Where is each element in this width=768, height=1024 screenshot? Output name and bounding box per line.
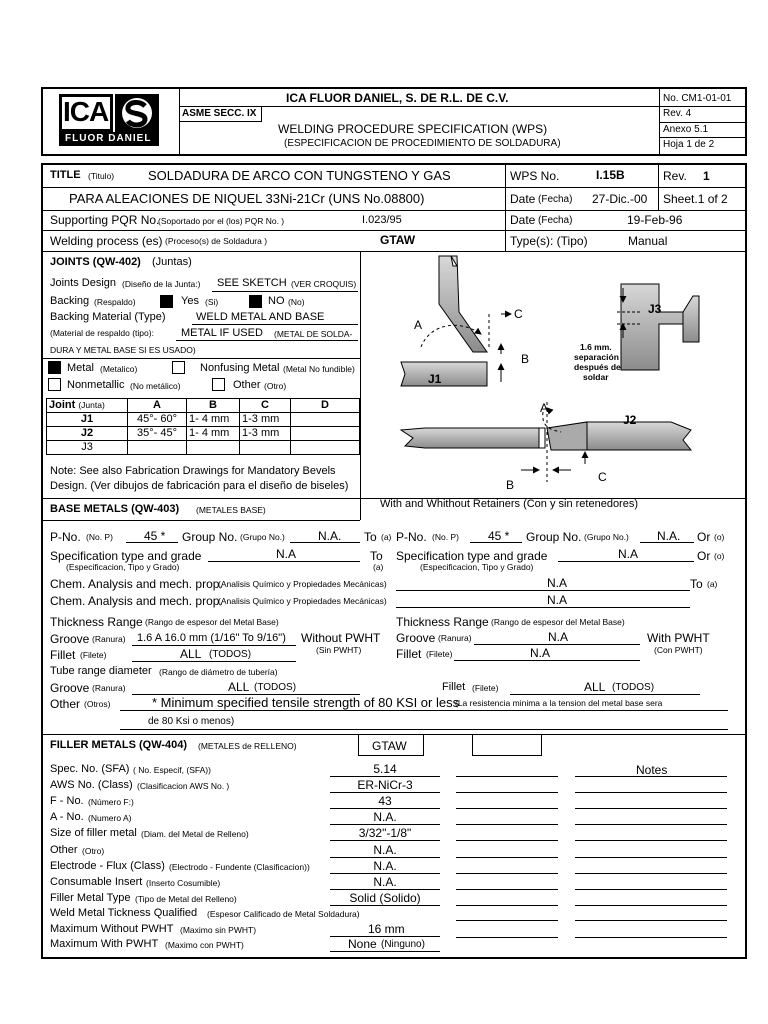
company-logo: [59, 94, 159, 148]
title-label-sub: (Titulo): [88, 171, 115, 181]
filler-row-sub: (Diam. del Metal de Relleno): [141, 829, 249, 839]
joint-cell: 1- 4 mm: [187, 427, 240, 441]
tube-range-label: Tube range diameter: [50, 665, 152, 677]
filler-row-underline: [456, 776, 558, 777]
backing-no-label: NO: [268, 295, 285, 307]
filler-row-sub: (Clasificacion AWS No. ): [137, 781, 230, 791]
pno-sub-2: (No. P): [432, 532, 459, 542]
filler-row-label: A - No.: [50, 811, 84, 823]
nonfusing-checkbox[interactable]: [172, 361, 185, 374]
group-value-1: N.A.: [318, 529, 342, 543]
sketch-caption: With and Whithout Retainers (Con y sin retenedores): [380, 498, 639, 510]
sketch-label-j3: J3: [648, 302, 662, 316]
filler-notes-label: Notes: [636, 763, 668, 777]
fillet-label-1: Fillet: [50, 648, 76, 662]
joints-col-c: C: [240, 399, 291, 413]
fillet-label-2: Fillet: [396, 647, 422, 661]
other-label: Other: [233, 379, 261, 391]
max-without-value: 16 mm: [368, 922, 405, 936]
filler-row-underline: [456, 840, 558, 841]
spec-label-2: Specification type and grade: [396, 549, 548, 563]
or-label-2: Or: [697, 549, 711, 563]
date-label: Date: [510, 192, 536, 206]
type-value: Manual: [628, 234, 668, 248]
rev-value: 1: [703, 169, 710, 183]
thickness-label-1: Thickness Range: [50, 615, 143, 629]
with-pwht-label: With PWHT: [647, 631, 710, 645]
backing-material-value-2-sub: (METAL DE SOLDA-: [274, 329, 353, 339]
backing-no-sub: (No): [288, 297, 305, 307]
joints-table: [46, 398, 360, 455]
filler-row-value: 5.14: [373, 762, 397, 776]
groove-sub-2: (Ranura): [438, 633, 472, 643]
filler-row-underline: [575, 857, 727, 858]
type-label: Type(s): (Tipo): [510, 234, 588, 248]
sketch-label-b-1: B: [521, 352, 530, 366]
group-sub-2: (Grupo No.): [584, 532, 629, 542]
doc-anexo: Anexo 5.1: [663, 124, 709, 135]
filler-row-value: 43: [378, 794, 392, 808]
chem-label-1: Chem. Analysis and mech. prop.: [50, 577, 223, 591]
or-sub-1: (o): [714, 532, 725, 542]
filler-row-label: Spec. No. (SFA): [50, 763, 130, 775]
spec-sub-1: (Especificacion, Tipo y Grado): [66, 562, 180, 572]
filler-row-sub: (Numero A): [88, 813, 132, 823]
to-label-3: To: [690, 577, 703, 591]
filler-row-underline: [330, 905, 440, 906]
backing-label: Backing: [50, 295, 90, 307]
pqr-label-sub: (Soportado por el (los) PQR No. ): [158, 216, 285, 226]
nonmetallic-sub: (No metálico): [130, 381, 181, 391]
j2-left-plate: [401, 428, 539, 448]
filler-row-sub: (Número F:): [88, 797, 134, 807]
filler-row-sub: (Inserto Cosumible): [146, 878, 221, 888]
process-value: GTAW: [380, 233, 416, 247]
filler-row-label: Electrode - Flux (Class): [50, 860, 165, 872]
j1-vertical-plate: [439, 256, 487, 352]
thickness-sub-2: (Rango de espesor del Metal Base): [491, 617, 625, 627]
other-sub: (Otro): [264, 381, 287, 391]
joints-design-sub: (Diseño de la Junta:): [122, 279, 201, 289]
rev-label: Rev.: [663, 169, 687, 183]
backing-yes-label: Yes: [181, 295, 199, 307]
filler-row-underline: [575, 776, 727, 777]
metal-sub: (Metalico): [100, 364, 138, 374]
pno-label-2: P-No.: [396, 530, 427, 544]
joints-design-value-sub: (VER CROQUIS): [291, 279, 357, 289]
max-with-value: None: [348, 937, 377, 951]
joint-cell: J3: [47, 441, 128, 455]
without-pwht-sub: (Sin PWHT): [316, 645, 362, 655]
filler-row-underline: [330, 776, 440, 777]
other-value-bm: * Minimum specified tensile strength of 80 KSI or less: [152, 695, 460, 710]
tube-range-sub: (Rango de diámetro de tubería): [159, 667, 278, 677]
j1-horizontal-plate: [401, 362, 487, 386]
pqr-value: I.023/95: [362, 214, 402, 226]
process-label: Welding process (es): [50, 234, 163, 248]
joint-cell: J2: [47, 427, 128, 441]
sketch-label-c-2: C: [598, 470, 607, 484]
fillet-value-1: ALL: [180, 647, 202, 661]
pqr-label: Supporting PQR No.: [50, 213, 160, 227]
company-name: ICA FLUOR DANIEL, S. DE R.L. DE C.V.: [286, 91, 509, 105]
base-metals-heading: BASE METALS (QW-403): [50, 503, 180, 515]
fillet-value-2: N.A: [530, 646, 551, 660]
chem-label-2: Chem. Analysis and mech. prop.: [50, 594, 223, 608]
filler-row-value: N.A.: [373, 875, 397, 889]
logo-emblem-icon: [115, 94, 159, 132]
joints-design-label: Joints Design: [50, 277, 117, 289]
backing-material-label: Backing Material (Type): [50, 311, 166, 323]
joint-cell: 45°- 60°: [128, 413, 187, 427]
tube-fillet-sub: (Filete): [472, 683, 499, 693]
joints-col-a: A: [128, 399, 187, 413]
filler-row-underline: [575, 873, 727, 874]
sketch-label-a-2: A: [540, 401, 549, 415]
joints-col-joint: Joint (Junta): [47, 399, 128, 413]
sketch-gap-1: 1.6 mm.: [580, 342, 612, 352]
process-label-sub: (Proceso(s) de Soldadura ): [165, 236, 268, 246]
filler-row-value: 3/32"-1/8": [358, 826, 412, 840]
max-with-sub: (Maximo con PWHT): [165, 940, 244, 950]
filler-row-underline: [456, 792, 558, 793]
max-without-label: Maximum Without PWHT: [50, 923, 174, 935]
joint-cell: [291, 427, 360, 441]
wps-no-label: WPS No.: [510, 169, 560, 183]
doc-rev: Rev. 4: [663, 108, 692, 119]
title-label: TITLE: [50, 169, 81, 181]
filler-row-sub: (Otro): [82, 846, 105, 856]
filler-row-value: ER-NiCr-3: [357, 778, 413, 792]
groove-value-2: N.A: [548, 630, 569, 644]
backing-material-sub: (Material de respaldo (tipo):: [50, 328, 154, 338]
table-row: [47, 427, 360, 441]
joint-sketch: [361, 252, 746, 498]
filler-row-underline: [456, 905, 558, 906]
filler-row-underline: [456, 824, 558, 825]
filler-row-sub: (Electrodo - Fundente (Clasificacion)): [169, 862, 310, 872]
filler-row-underline: [330, 792, 440, 793]
backing-yes-checkbox[interactable]: [160, 295, 173, 308]
tube-groove-sub: (Ranura): [92, 683, 126, 693]
filler-row-sub: ( No. Especif, (SFA)): [133, 765, 211, 775]
nonmetallic-label: Nonmetallic: [67, 379, 125, 391]
thickness-label-2: Thickness Range: [396, 615, 489, 629]
filler-row-underline: [456, 889, 558, 890]
date-value-2: 19-Feb-96: [627, 213, 683, 227]
chem-sub-2: (Analisis Químico y Propiedades Mecánicas): [218, 596, 387, 606]
filler-row-value: N.A.: [373, 843, 397, 857]
weld-thickness-sub: (Espesor Calificado de Metal Soldadura): [207, 909, 360, 919]
logo-ica-text: ICA: [63, 96, 109, 127]
to-sub-3: (a): [707, 579, 718, 589]
joint-cell: 1- 4 mm: [187, 413, 240, 427]
joint-cell: [240, 441, 291, 455]
groove-label-2: Groove: [396, 631, 436, 645]
sketch-label-j1: J1: [428, 372, 442, 386]
filler-row-underline: [575, 840, 727, 841]
sketch-label-c-1: C: [514, 307, 523, 321]
max-without-sub: (Maximo sin PWHT): [180, 925, 257, 935]
joints-col-b: B: [187, 399, 240, 413]
asme-section: ASME SECC. IX: [182, 108, 257, 119]
metal-label: Metal: [67, 362, 94, 374]
pno-value-2: 45 *: [488, 529, 510, 543]
filler-row-label: Consumable Insert: [50, 876, 143, 888]
filler-row-underline: [330, 824, 440, 825]
filler-row-label: AWS No. (Class): [50, 779, 133, 791]
filler-row-underline: [330, 889, 440, 890]
joint-cell: [128, 441, 187, 455]
date-label-sub: (Fecha): [538, 194, 573, 205]
or-sub-2: (o): [714, 551, 725, 561]
other-line-2-bm: de 80 Ksi o menos): [148, 716, 235, 727]
joint-cell: 1-3 mm: [240, 413, 291, 427]
title-line-1: SOLDADURA DE ARCO CON TUNGSTENO Y GAS: [148, 168, 451, 183]
doc-number: No. CM1-01-01: [663, 93, 732, 104]
fillet-sub-1: (Filete): [80, 650, 107, 660]
weld-thickness-label: Weld Metal Tickness Qualified: [50, 907, 198, 919]
sketch-label-b-2: B: [506, 478, 515, 492]
tube-groove-label: Groove: [50, 681, 90, 695]
group-value-2: N.A.: [657, 529, 681, 543]
filler-heading-sub: (METALES de RELLENO): [198, 741, 297, 751]
wps-title: WELDING PROCEDURE SPECIFICATION (WPS): [278, 122, 548, 136]
joints-heading: JOINTS (QW-402): [50, 256, 141, 268]
chem-sub-1: (Analisis Químico y Propiedades Mecánicas): [218, 579, 387, 589]
thickness-sub-1: (Rango de espesor del Metal Base): [145, 617, 279, 627]
filler-row-underline: [575, 808, 727, 809]
backing-no-checkbox[interactable]: [249, 295, 262, 308]
filler-row-label: Other: [50, 844, 78, 856]
backing-yes-sub: (Si): [205, 297, 219, 307]
other-label-bm: Other: [50, 697, 81, 711]
other-value-bm-sub: (La resistencia minima a la tension del metal base sera: [455, 698, 663, 708]
without-pwht-label: Without PWHT: [301, 631, 381, 645]
date-label-2: Date: [510, 213, 536, 227]
groove-sub-1: (Ranura): [92, 634, 126, 644]
tube-fillet-value: ALL: [584, 680, 606, 694]
other-sub-bm: (Otros): [84, 699, 111, 709]
filler-process: GTAW: [372, 739, 407, 753]
chem-value-1: N.A: [547, 576, 568, 590]
group-sub-1: (Grupo No.): [240, 532, 285, 542]
filler-row-value: N.A.: [373, 810, 397, 824]
date-label-2-sub: (Fecha): [538, 215, 573, 226]
tube-fillet-label: Fillet: [442, 681, 466, 693]
pno-sub-1: (No. P): [86, 532, 113, 542]
sketch-gap-4: soldar: [583, 372, 609, 382]
nonfusing-sub: (Metal No fundible): [283, 364, 355, 374]
doc-hoja: Hoja 1 de 2: [663, 139, 715, 150]
groove-value-1: 1.6 A 16.0 mm (1/16" To 9/16"): [137, 632, 286, 644]
to-sub-2: (a): [373, 562, 384, 572]
filler-row-sub: (Tipo de Metal del Relleno): [135, 894, 237, 904]
filler-row-underline: [456, 857, 558, 858]
backing-material-value: WELD METAL AND BASE: [196, 311, 325, 323]
filler-row-label: F - No.: [50, 795, 84, 807]
joint-cell: 1-3 mm: [240, 427, 291, 441]
sketch-label-j2: J2: [623, 413, 637, 427]
table-row: [47, 441, 360, 455]
to-label-1: To: [364, 530, 377, 544]
to-sub-1: (a): [381, 532, 392, 542]
chem-value-2: N.A: [547, 593, 568, 607]
group-label-2: Group No.: [526, 530, 582, 544]
or-label-1: Or: [697, 530, 711, 544]
logo-fluor-text: FLUOR DANIEL: [65, 133, 152, 144]
fillet-sub-2: (Filete): [426, 649, 453, 659]
backing-material-line-3: DURA Y METAL BASE SI ES USADO): [50, 345, 196, 355]
wps-subtitle: (ESPECIFICACION DE PROCEDIMIENTO DE SOLDADURA): [284, 138, 561, 149]
joints-heading-sub: (Juntas): [152, 256, 192, 268]
fillet-value-1-sub: (TODOS): [209, 649, 252, 660]
joints-table-header: [47, 399, 360, 413]
filler-row-underline: [575, 905, 727, 906]
filler-row-underline: [330, 840, 440, 841]
filler-heading: FILLER METALS (QW-404): [50, 739, 188, 751]
filler-row-underline: [575, 824, 727, 825]
joint-cell: [291, 413, 360, 427]
filler-row-value: Solid (Solido): [349, 891, 421, 905]
tube-fillet-value-sub: (TODOS): [612, 682, 655, 693]
filler-row-underline: [456, 873, 558, 874]
joint-cell: [187, 441, 240, 455]
max-with-label: Maximum With PWHT: [50, 938, 159, 950]
with-pwht-sub: (Con PWHT): [654, 645, 703, 655]
joint-cell: 35°- 45°: [128, 427, 187, 441]
joint-cell: J1: [47, 413, 128, 427]
joints-note-2: Design. (Ver dibujos de fabricación para el diseño de biseles): [50, 480, 349, 492]
joint-cell: [291, 441, 360, 455]
backing-sub: (Respaldo): [94, 297, 136, 307]
filler-row-underline: [575, 792, 727, 793]
pno-value-1: 45 *: [144, 529, 166, 543]
joints-note-1: Note: See also Fabrication Drawings for Mandatory Bevels: [50, 465, 336, 477]
max-with-extra: (Ninguno): [381, 939, 425, 950]
joints-col-d: D: [291, 399, 360, 413]
spec-value-2: N.A: [618, 547, 639, 561]
filler-row-underline: [330, 857, 440, 858]
table-row: [47, 413, 360, 427]
spec-label-1: Specification type and grade: [50, 549, 202, 563]
groove-label-1: Groove: [50, 632, 90, 646]
nonmetallic-checkbox[interactable]: [48, 378, 61, 391]
j3-vertical-plate: [621, 284, 683, 370]
date-value-1: 27-Dic.-00: [592, 192, 648, 206]
tube-groove-value: ALL: [228, 680, 250, 694]
filler-row-underline: [575, 889, 727, 890]
base-metals-heading-sub: (METALES BASE): [196, 505, 266, 515]
title-line-2: PARA ALEACIONES DE NIQUEL 33Ni-21Cr (UNS No.08800): [69, 191, 425, 206]
filler-row-underline: [456, 808, 558, 809]
spec-value-1: N.A: [276, 547, 297, 561]
joints-design-value: SEE SKETCH: [217, 277, 287, 289]
filler-row-underline: [330, 873, 440, 874]
sketch-gap-3: después de: [574, 362, 621, 372]
sketch-label-a-1: A: [414, 318, 423, 332]
filler-row-value: N.A.: [373, 859, 397, 873]
sketch-gap-2: separación: [574, 352, 619, 362]
sheet-value: Sheet.1 of 2: [663, 192, 728, 206]
filler-row-label: Size of filler metal: [50, 827, 137, 839]
filler-row-label: Filler Metal Type: [50, 892, 131, 904]
wps-no-value: I.15B: [596, 168, 625, 182]
tube-groove-value-sub: (TODOS): [254, 682, 297, 693]
other-checkbox[interactable]: [212, 378, 225, 391]
filler-row-underline: [330, 808, 440, 809]
group-label-1: Group No.: [182, 530, 238, 544]
pno-label-1: P-No.: [50, 530, 81, 544]
backing-material-value-2: METAL IF USED: [181, 327, 263, 339]
nonfusing-label: Nonfusing Metal: [200, 362, 280, 374]
spec-sub-2: (Especificacion, Tipo y Grado): [420, 562, 534, 572]
to-label-2: To: [370, 549, 383, 563]
metal-checkbox[interactable]: [48, 361, 61, 374]
